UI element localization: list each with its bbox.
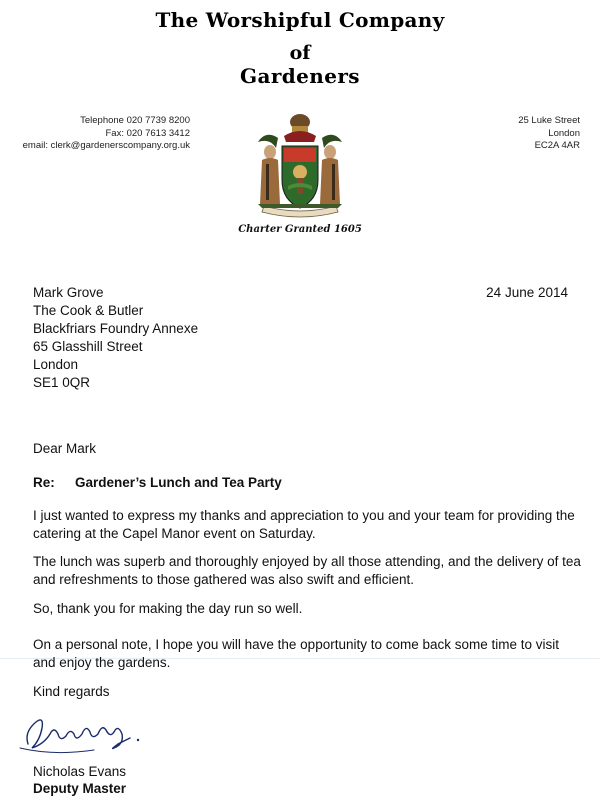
signature-icon <box>14 704 154 760</box>
company-title-line1: The Worshipful Company <box>155 8 445 32</box>
recipient-postcode: SE1 0QR <box>33 375 91 390</box>
address-street: 25 Luke Street <box>518 115 580 126</box>
recipient-address <box>33 284 198 392</box>
company-address <box>500 115 580 153</box>
letter-date: 24 June 2014 <box>486 285 568 300</box>
address-city: London <box>548 127 580 139</box>
signer-title: Deputy Master <box>33 781 127 796</box>
fax: Fax: 020 7613 3412 <box>105 127 190 139</box>
coat-of-arms-icon <box>248 108 352 220</box>
company-title-line2: of <box>289 42 311 64</box>
subject-text: Gardener’s Lunch and Tea Party <box>75 475 282 490</box>
charter-caption: Charter Granted 1605 <box>238 224 362 235</box>
paragraph-2: The lunch was superb and thoroughly enjoyed by all those attending, and the delivery of tea and refreshments to those gathered was also swift and efficient. <box>33 554 581 587</box>
recipient-building: Blackfriars Foundry Annexe <box>33 321 199 336</box>
company-title-line3: Gardeners <box>240 64 360 88</box>
recipient-street: 65 Glasshill Street <box>33 339 143 354</box>
signer-name: Nicholas Evans <box>33 764 127 779</box>
contact-details <box>0 115 190 153</box>
recipient-city: London <box>33 357 79 372</box>
paragraph-4: On a personal note, I hope you will have the opportunity to come back some time to visit and enjoy the gardens. <box>33 637 560 670</box>
paragraph-3: So, thank you for making the day run so well. <box>33 601 303 616</box>
paragraph-1: I just wanted to express my thanks and appreciation to you and your team for providing the catering at the Capel Manor event on Saturday. <box>33 508 575 541</box>
closing: Kind regards <box>33 684 110 699</box>
address-postcode: EC2A 4AR <box>534 140 580 151</box>
salutation: Dear Mark <box>33 441 97 456</box>
subject-label: Re: <box>33 475 55 490</box>
telephone: Telephone 020 7739 8200 <box>80 115 190 126</box>
subject-line <box>33 474 282 492</box>
recipient-name: Mark Grove <box>33 285 104 300</box>
recipient-company: The Cook & Butler <box>33 303 144 318</box>
email: email: clerk@gardenerscompany.org.uk <box>22 140 190 151</box>
